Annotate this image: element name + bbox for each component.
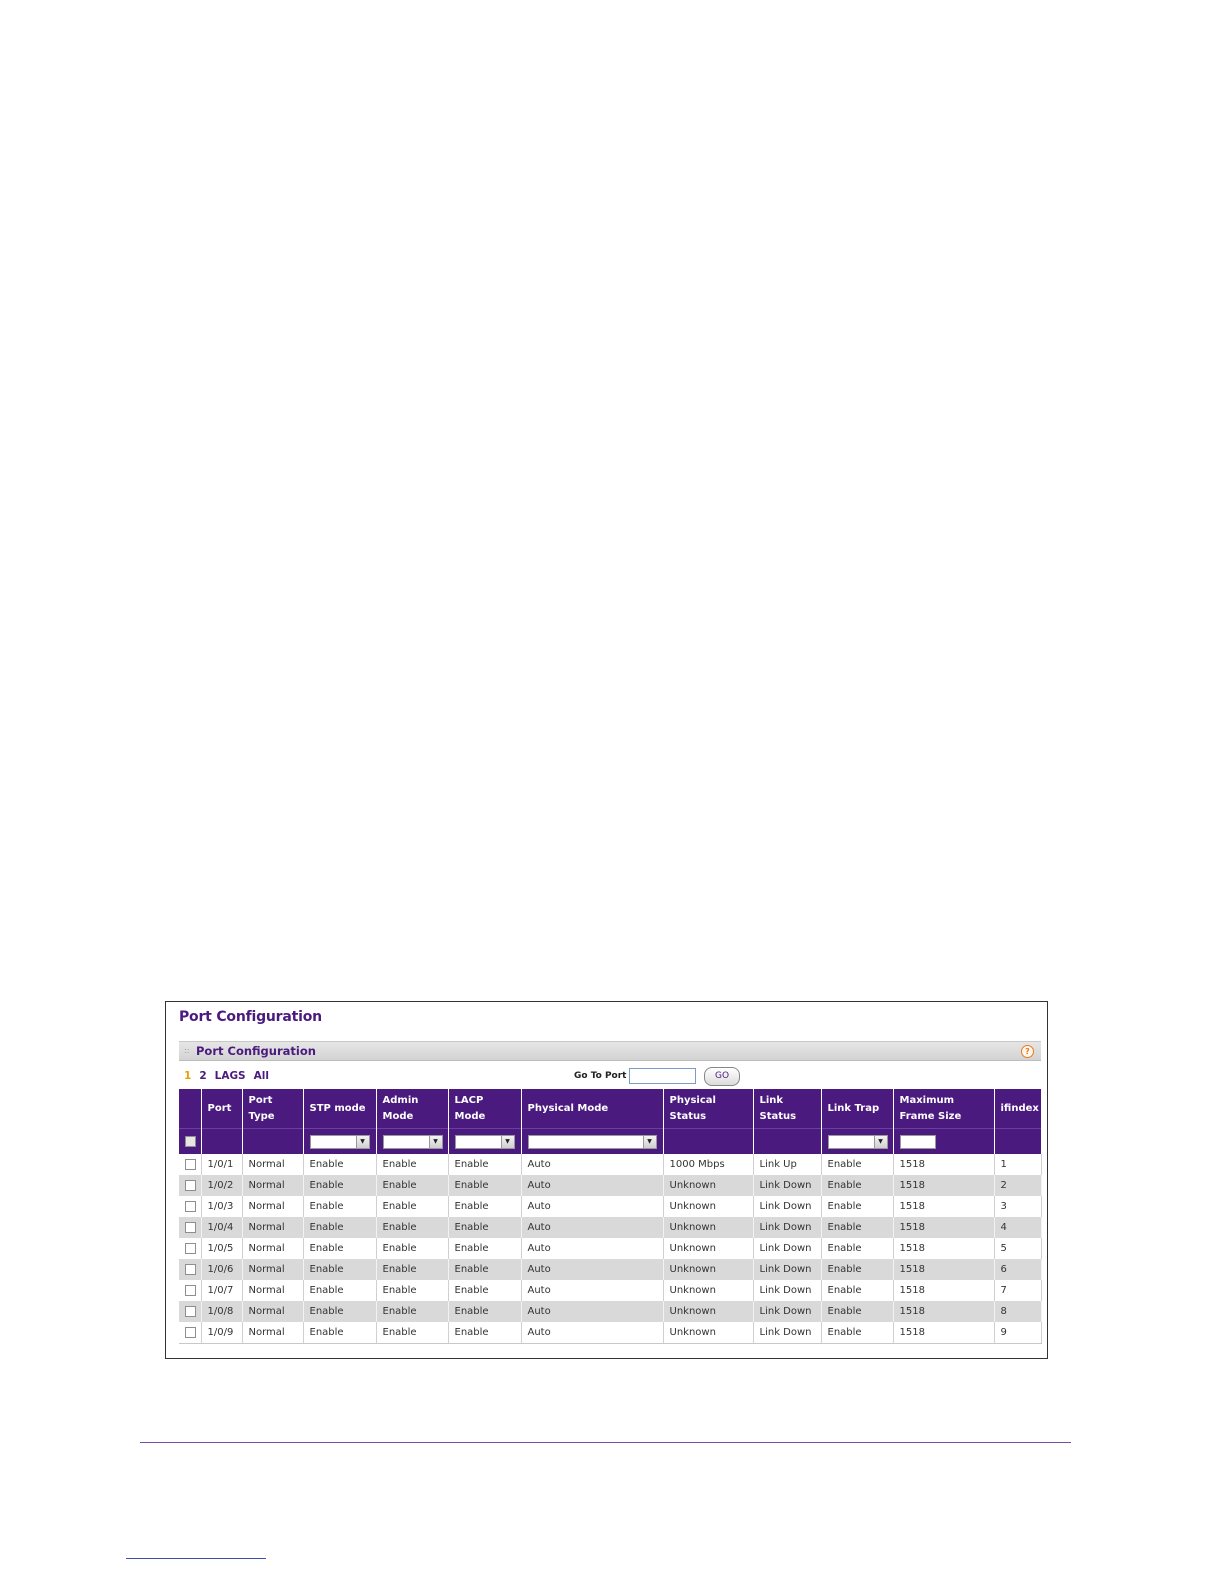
bulk-physical-mode-cell xyxy=(521,1129,663,1155)
header-physical-mode[interactable]: Physical Mode xyxy=(521,1089,663,1129)
page-title: Port Configuration xyxy=(179,1009,322,1025)
cell-physical-mode: Auto xyxy=(521,1301,663,1322)
pager-all[interactable]: All xyxy=(253,1070,269,1082)
footer-link-underline xyxy=(126,1558,266,1559)
row-select-cell xyxy=(179,1259,201,1280)
cell-stp-mode: Enable xyxy=(303,1259,376,1280)
cell-max-frame-size: 1518 xyxy=(893,1301,994,1322)
cell-link-trap: Enable xyxy=(821,1280,893,1301)
cell-link-status: Link Down xyxy=(753,1196,821,1217)
cell-ifindex: 6 xyxy=(994,1259,1041,1280)
bulk-physical-status-cell xyxy=(663,1129,753,1155)
cell-max-frame-size: 1518 xyxy=(893,1196,994,1217)
goto-port-input[interactable] xyxy=(629,1068,696,1084)
row-checkbox[interactable] xyxy=(185,1285,196,1296)
cell-stp-mode: Enable xyxy=(303,1175,376,1196)
cell-max-frame-size: 1518 xyxy=(893,1175,994,1196)
header-ifindex[interactable]: ifindex xyxy=(994,1089,1041,1129)
table-row xyxy=(179,1259,1041,1280)
table-row xyxy=(179,1175,1041,1196)
cell-lacp-mode: Enable xyxy=(448,1238,521,1259)
cell-lacp-mode: Enable xyxy=(448,1154,521,1175)
row-checkbox[interactable] xyxy=(185,1243,196,1254)
pager-lags[interactable]: LAGS xyxy=(214,1070,246,1082)
go-button[interactable]: GO xyxy=(704,1067,740,1086)
row-select-cell xyxy=(179,1196,201,1217)
cell-link-status: Link Down xyxy=(753,1301,821,1322)
cell-physical-mode: Auto xyxy=(521,1196,663,1217)
pager xyxy=(184,1070,269,1082)
table-row xyxy=(179,1322,1041,1344)
stp-mode-dropdown[interactable] xyxy=(310,1135,370,1149)
cell-physical-mode: Auto xyxy=(521,1217,663,1238)
cell-port-type: Normal xyxy=(242,1154,303,1175)
goto-port-label: Go To Port xyxy=(574,1071,627,1081)
row-checkbox[interactable] xyxy=(185,1264,196,1275)
header-lacp-mode[interactable]: LACP Mode xyxy=(448,1089,521,1129)
cell-ifindex: 8 xyxy=(994,1301,1041,1322)
chevron-down-icon: ▼ xyxy=(643,1136,656,1148)
port-table xyxy=(179,1089,1042,1344)
table-row xyxy=(179,1217,1041,1238)
table-row xyxy=(179,1301,1041,1322)
footer-divider xyxy=(140,1442,1071,1443)
cell-link-status: Link Down xyxy=(753,1175,821,1196)
row-select-cell xyxy=(179,1238,201,1259)
cell-link-status: Link Down xyxy=(753,1259,821,1280)
cell-link-trap: Enable xyxy=(821,1175,893,1196)
cell-lacp-mode: Enable xyxy=(448,1259,521,1280)
cell-lacp-mode: Enable xyxy=(448,1322,521,1344)
cell-admin-mode: Enable xyxy=(376,1322,448,1344)
cell-physical-status: Unknown xyxy=(663,1175,753,1196)
cell-max-frame-size: 1518 xyxy=(893,1238,994,1259)
cell-link-trap: Enable xyxy=(821,1322,893,1344)
header-stp-mode[interactable]: STP mode xyxy=(303,1089,376,1129)
header-select xyxy=(179,1089,201,1129)
cell-link-status: Link Down xyxy=(753,1238,821,1259)
admin-mode-dropdown[interactable] xyxy=(383,1135,443,1149)
bulk-edit-row xyxy=(179,1129,1041,1155)
physical-mode-dropdown[interactable] xyxy=(528,1135,657,1149)
row-select-cell xyxy=(179,1175,201,1196)
cell-physical-status: Unknown xyxy=(663,1301,753,1322)
row-select-cell xyxy=(179,1322,201,1344)
bulk-port-cell xyxy=(201,1129,242,1155)
cell-admin-mode: Enable xyxy=(376,1301,448,1322)
cell-port-type: Normal xyxy=(242,1217,303,1238)
cell-physical-mode: Auto xyxy=(521,1259,663,1280)
chevron-down-icon: ▼ xyxy=(429,1136,442,1148)
cell-stp-mode: Enable xyxy=(303,1217,376,1238)
cell-max-frame-size: 1518 xyxy=(893,1280,994,1301)
row-checkbox[interactable] xyxy=(185,1180,196,1191)
cell-port-type: Normal xyxy=(242,1175,303,1196)
cell-link-trap: Enable xyxy=(821,1238,893,1259)
cell-link-status: Link Down xyxy=(753,1322,821,1344)
table-row xyxy=(179,1280,1041,1301)
cell-physical-mode: Auto xyxy=(521,1154,663,1175)
chevron-down-icon: ▼ xyxy=(874,1136,887,1148)
cell-lacp-mode: Enable xyxy=(448,1301,521,1322)
max-frame-size-input[interactable] xyxy=(900,1135,936,1149)
header-row xyxy=(179,1089,1041,1129)
cell-max-frame-size: 1518 xyxy=(893,1322,994,1344)
cell-stp-mode: Enable xyxy=(303,1322,376,1344)
cell-lacp-mode: Enable xyxy=(448,1175,521,1196)
cell-physical-status: Unknown xyxy=(663,1238,753,1259)
cell-max-frame-size: 1518 xyxy=(893,1259,994,1280)
bulk-ifindex-cell xyxy=(994,1129,1041,1155)
bulk-select-cell xyxy=(179,1129,201,1155)
pager-page-2[interactable]: 2 xyxy=(199,1070,207,1082)
cell-admin-mode: Enable xyxy=(376,1217,448,1238)
cell-port: 1/0/1 xyxy=(201,1154,242,1175)
row-select-cell xyxy=(179,1217,201,1238)
header-max-frame-size[interactable]: Maximum Frame Size xyxy=(893,1089,994,1129)
cell-physical-mode: Auto xyxy=(521,1322,663,1344)
cell-ifindex: 5 xyxy=(994,1238,1041,1259)
cell-port-type: Normal xyxy=(242,1301,303,1322)
cell-link-trap: Enable xyxy=(821,1154,893,1175)
bulk-stp-cell xyxy=(303,1129,376,1155)
row-select-cell xyxy=(179,1301,201,1322)
select-all-checkbox[interactable] xyxy=(185,1136,196,1147)
row-checkbox[interactable] xyxy=(185,1201,196,1212)
row-checkbox[interactable] xyxy=(185,1327,196,1338)
cell-port: 1/0/5 xyxy=(201,1238,242,1259)
cell-link-trap: Enable xyxy=(821,1259,893,1280)
section-header xyxy=(179,1041,1041,1061)
bulk-port-type-cell xyxy=(242,1129,303,1155)
cell-port: 1/0/9 xyxy=(201,1322,242,1344)
cell-stp-mode: Enable xyxy=(303,1238,376,1259)
cell-ifindex: 4 xyxy=(994,1217,1041,1238)
cell-ifindex: 9 xyxy=(994,1322,1041,1344)
cell-port: 1/0/7 xyxy=(201,1280,242,1301)
link-trap-dropdown[interactable] xyxy=(828,1135,888,1149)
table-row xyxy=(179,1196,1041,1217)
cell-physical-status: Unknown xyxy=(663,1259,753,1280)
cell-port: 1/0/2 xyxy=(201,1175,242,1196)
row-checkbox[interactable] xyxy=(185,1159,196,1170)
row-checkbox[interactable] xyxy=(185,1222,196,1233)
header-physical-status[interactable]: Physical Status xyxy=(663,1089,753,1129)
lacp-mode-dropdown[interactable] xyxy=(455,1135,515,1149)
cell-link-status: Link Down xyxy=(753,1217,821,1238)
pager-page-1[interactable]: 1 xyxy=(184,1070,192,1082)
cell-link-trap: Enable xyxy=(821,1196,893,1217)
cell-physical-mode: Auto xyxy=(521,1175,663,1196)
bulk-link-status-cell xyxy=(753,1129,821,1155)
cell-link-status: Link Down xyxy=(753,1280,821,1301)
row-checkbox[interactable] xyxy=(185,1306,196,1317)
section-title: Port Configuration xyxy=(196,1044,316,1058)
cell-port: 1/0/6 xyxy=(201,1259,242,1280)
cell-port-type: Normal xyxy=(242,1259,303,1280)
cell-port-type: Normal xyxy=(242,1196,303,1217)
chevron-down-icon: ▼ xyxy=(356,1136,369,1148)
cell-lacp-mode: Enable xyxy=(448,1217,521,1238)
cell-admin-mode: Enable xyxy=(376,1259,448,1280)
cell-link-trap: Enable xyxy=(821,1217,893,1238)
header-port[interactable]: Port xyxy=(201,1089,242,1129)
cell-stp-mode: Enable xyxy=(303,1280,376,1301)
cell-ifindex: 1 xyxy=(994,1154,1041,1175)
cell-physical-status: 1000 Mbps xyxy=(663,1154,753,1175)
cell-port: 1/0/8 xyxy=(201,1301,242,1322)
header-link-trap[interactable]: Link Trap xyxy=(821,1089,893,1129)
bulk-lacp-cell xyxy=(448,1129,521,1155)
cell-stp-mode: Enable xyxy=(303,1301,376,1322)
port-configuration-panel xyxy=(165,1001,1048,1359)
cell-port: 1/0/4 xyxy=(201,1217,242,1238)
cell-physical-status: Unknown xyxy=(663,1280,753,1301)
row-select-cell xyxy=(179,1280,201,1301)
cell-admin-mode: Enable xyxy=(376,1280,448,1301)
cell-link-status: Link Up xyxy=(753,1154,821,1175)
cell-port-type: Normal xyxy=(242,1238,303,1259)
bulk-frame-size-cell xyxy=(893,1129,994,1155)
header-link-status[interactable]: Link Status xyxy=(753,1089,821,1129)
cell-physical-status: Unknown xyxy=(663,1196,753,1217)
cell-ifindex: 2 xyxy=(994,1175,1041,1196)
grip-icon: :: xyxy=(184,1046,190,1055)
cell-admin-mode: Enable xyxy=(376,1238,448,1259)
cell-max-frame-size: 1518 xyxy=(893,1154,994,1175)
cell-max-frame-size: 1518 xyxy=(893,1217,994,1238)
bulk-admin-cell xyxy=(376,1129,448,1155)
cell-admin-mode: Enable xyxy=(376,1154,448,1175)
cell-stp-mode: Enable xyxy=(303,1196,376,1217)
header-admin-mode[interactable]: Admin Mode xyxy=(376,1089,448,1129)
cell-port-type: Normal xyxy=(242,1322,303,1344)
cell-admin-mode: Enable xyxy=(376,1175,448,1196)
cell-port: 1/0/3 xyxy=(201,1196,242,1217)
table-row xyxy=(179,1154,1041,1175)
chevron-down-icon: ▼ xyxy=(501,1136,514,1148)
cell-port-type: Normal xyxy=(242,1280,303,1301)
cell-stp-mode: Enable xyxy=(303,1154,376,1175)
cell-admin-mode: Enable xyxy=(376,1196,448,1217)
cell-ifindex: 3 xyxy=(994,1196,1041,1217)
row-select-cell xyxy=(179,1154,201,1175)
cell-lacp-mode: Enable xyxy=(448,1280,521,1301)
cell-link-trap: Enable xyxy=(821,1301,893,1322)
cell-ifindex: 7 xyxy=(994,1280,1041,1301)
table-row xyxy=(179,1238,1041,1259)
cell-lacp-mode: Enable xyxy=(448,1196,521,1217)
port-rows xyxy=(179,1154,1041,1344)
cell-physical-mode: Auto xyxy=(521,1280,663,1301)
help-icon[interactable]: ? xyxy=(1021,1045,1034,1058)
header-port-type[interactable]: Port Type xyxy=(242,1089,303,1129)
cell-physical-status: Unknown xyxy=(663,1217,753,1238)
bulk-link-trap-cell xyxy=(821,1129,893,1155)
cell-physical-mode: Auto xyxy=(521,1238,663,1259)
cell-physical-status: Unknown xyxy=(663,1322,753,1344)
